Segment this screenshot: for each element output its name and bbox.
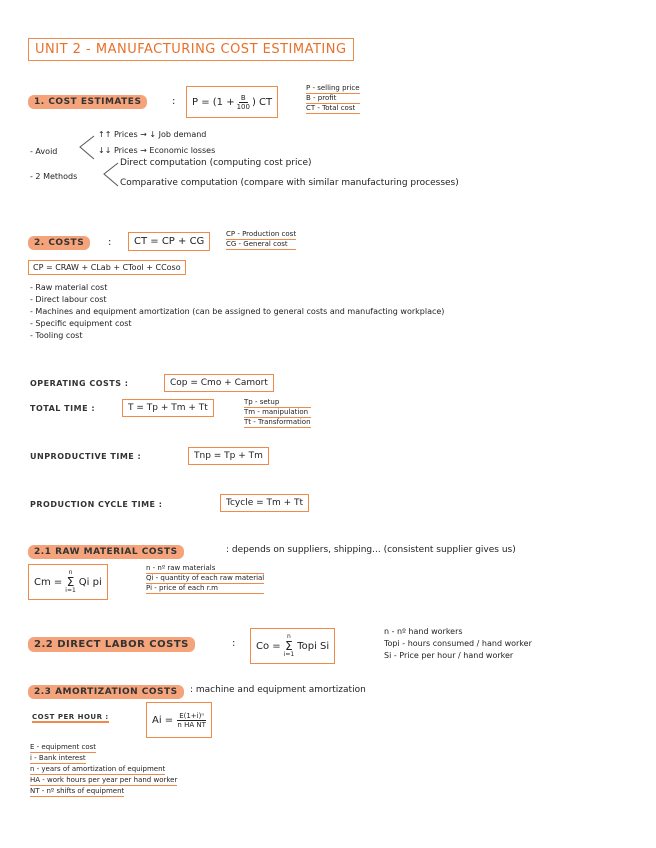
section-heading-cost-estimates: 1. COST ESTIMATES [28,95,147,109]
section-heading-costs: 2. COSTS [28,236,90,250]
legend-block [226,230,296,250]
sum-icon: n Σ i=1 [283,633,295,658]
legend-line: E - equipment cost [30,743,97,751]
formula-part: Qi pi [78,576,102,588]
numerator: B [240,93,246,102]
legend-line: Pi - price of each r.m [146,584,264,594]
list-item: - Raw material cost [30,283,108,292]
denominator: 100 [236,102,250,111]
fraction [237,94,250,111]
legend-line: Tt - Transformation [244,418,311,426]
production-cycle-time-label: PRODUCTION CYCLE TIME : [30,500,163,509]
numerator: E(1+i)ⁿ [179,711,205,720]
formula-part: Co = [256,640,281,652]
legend-block [146,564,264,594]
formula-part: ) CT [251,96,273,108]
legend-line: NT - nº shifts of equipment [30,787,125,795]
legend-line: Qi - quantity of each raw material [146,574,265,582]
brace-icon [76,133,96,163]
operating-costs-label: OPERATING COSTS : [30,379,129,388]
operating-costs-formula: Cop = Cmo + Camort [164,374,274,392]
avoid-item: ↓↓ Prices → Economic losses [98,146,216,155]
total-time-formula: T = Tp + Tm + Tt [122,399,214,417]
sum-icon: n Σ i=1 [65,569,76,594]
page-title: UNIT 2 - MANUFACTURING COST ESTIMATING [28,38,354,61]
legend-block [306,84,360,114]
list-item: - Machines and equipment amortization (can be assigned to general costs and manufacting workplace) [30,307,445,316]
method-item: Comparative computation (compare with similar manufacturing processes) [120,178,459,188]
methods-label: - 2 Methods [30,172,78,181]
brace-icon [100,160,120,190]
legend-line: n - nº hand workers [384,627,463,636]
sum-bottom: i=1 [283,651,295,658]
list-item: - Direct labour cost [30,295,107,304]
avoid-label: - Avoid [30,147,58,156]
legend-line: B - profit [306,94,360,104]
legend-line: n - nº raw materials [146,564,264,574]
list-item: - Tooling cost [30,331,83,340]
sum-bottom: i=1 [65,587,76,594]
unproductive-time-label: UNPRODUCTIVE TIME : [30,452,142,461]
formula-part: Cm = [34,576,63,588]
legend-block [244,398,311,428]
fraction [177,712,206,729]
formula-part: Topi Si [297,640,330,652]
production-cycle-time-formula: Tcycle = Tm + Tt [220,494,309,512]
section-description: : machine and equipment amortization [190,685,366,695]
production-cost-formula: CP = CRAW + CLab + CTool + CCoso [28,260,186,275]
colon: : [232,638,236,649]
avoid-item: ↑↑ Prices → ↓ Job demand [98,130,207,139]
legend-block [30,742,177,797]
legend-line: P - selling price [306,84,360,92]
section-heading-amortization: 2.3 AMORTIZATION COSTS [28,685,184,699]
legend-line: HA - work hours per year per hand worker [30,776,178,784]
legend-line: CG - General cost [226,240,296,250]
cost-items-list [30,282,444,342]
legend-line: n - years of amortization of equipment [30,765,166,773]
colon: : [108,237,112,248]
legend-line: Topi - hours consumed / hand worker [384,639,532,648]
sum-top: n [68,569,73,576]
cost-per-hour-label: COST PER HOUR : [32,713,109,721]
legend-line: CP - Production cost [226,230,297,238]
raw-material-formula [28,564,108,600]
section-description: : depends on suppliers, shipping... (consistent supplier gives us) [226,545,516,555]
price-formula [186,86,278,118]
section-heading-direct-labor: 2.2 DIRECT LABOR COSTS [28,637,195,652]
legend-line: CT - Total cost [306,104,360,114]
amortization-formula [146,702,212,738]
section-heading-raw-material: 2.1 RAW MATERIAL COSTS [28,545,184,559]
formula-part: P = (1 + [192,96,235,108]
total-time-label: TOTAL TIME : [30,404,96,413]
legend-block [384,626,532,662]
total-cost-formula: CT = CP + CG [128,232,210,251]
direct-labor-formula [250,628,335,664]
legend-line: Si - Price per hour / hand worker [384,651,514,660]
legend-line: i - Bank interest [30,754,86,762]
list-item: - Specific equipment cost [30,319,132,328]
legend-line: Tm - manipulation [244,408,311,418]
sum-top: n [287,633,291,640]
denominator: n HA NT [177,720,206,729]
legend-line: Tp - setup [244,398,311,408]
unproductive-time-formula: Tnp = Tp + Tm [188,447,269,465]
method-item: Direct computation (computing cost price) [120,158,312,168]
colon: : [172,96,176,107]
formula-part: Ai = [152,714,174,726]
